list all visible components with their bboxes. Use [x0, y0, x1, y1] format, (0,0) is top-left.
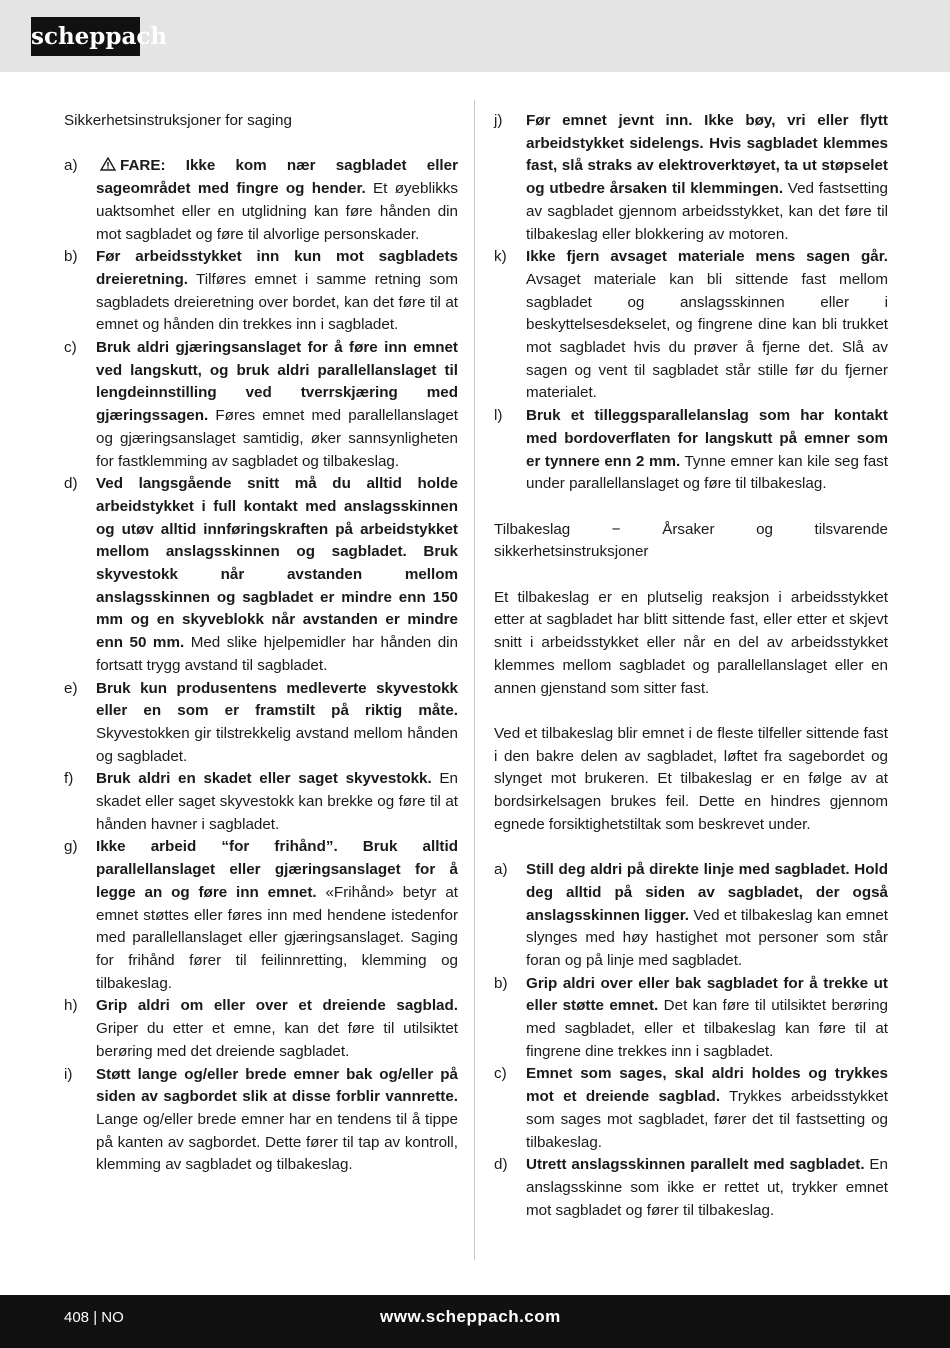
list-item	[494, 246, 888, 405]
brand-logo: scheppach	[31, 17, 140, 56]
item-label: k)	[494, 248, 507, 266]
item-label: h)	[64, 997, 78, 1015]
item-bold-text: Bruk aldri gjæringsanslaget for å føre inn emnet ved langskutt, og bruk aldri parallellanslaget til lengdeinnstilling ved tverrskjæring med gjæringssagen.	[96, 339, 458, 425]
item-text: Tilføres emnet i samme retning som sagbladets dreieretning over bordet, kan det føre til at emnet og hånden din trekkes inn i sagbladet.	[96, 270, 458, 334]
item-text: Griper du etter et emne, kan det føre til utilsiktet berøring med det dreiende sagbladet.	[96, 1020, 458, 1060]
item-label: i)	[64, 1065, 73, 1083]
item-label: e)	[64, 679, 78, 697]
item-label: f)	[64, 770, 74, 788]
item-label: l)	[494, 407, 503, 425]
section-heading: Tilbakeslag − Årsaker og tilsvarende sikkerhetsinstruksjoner	[494, 520, 888, 561]
page-header	[0, 0, 950, 72]
item-text: Skyvestokken gir tilstrekkelig avstand mellom hånden og sagbladet.	[96, 724, 458, 765]
item-bold-text: Ikke fjern avsaget materiale mens sagen går.	[526, 248, 888, 266]
item-text: Med slike hjelpemidler har hånden din fortsatt trygg avstand til sagbladet.	[96, 634, 459, 674]
item-label: d)	[494, 1156, 508, 1174]
item-text: «Frihånd» betyr at emnet støttes eller føres inn med hendene istedenfor med parallellanslaget eller gjæringsanslaget. Saging for frihånd fører til feilinnretting, klemming og tilbakeslag.	[96, 883, 458, 992]
item-text: Trykkes arbeidsstykket som sages mot sagbladet, fører det til fastsetting og tilbakeslag.	[526, 1088, 888, 1151]
left-column	[64, 110, 458, 1177]
item-text: En anslagsskinne som ikke er rettet ut, trykker emnet mot sagbladet og fører til tilbakeslag.	[526, 1156, 888, 1219]
list-item	[494, 1063, 888, 1154]
page-footer	[0, 1295, 950, 1348]
item-text: Lange og/eller brede emner har en tendens til å tippe på kanten av sagbordet. Dette fører til tap av kontroll, klemming av sagbladet og tilbakeslag.	[96, 1110, 458, 1174]
list-item	[494, 110, 888, 246]
item-bold-text: Bruk aldri en skadet eller saget skyvestokk.	[96, 770, 432, 788]
item-label: a)	[494, 861, 508, 879]
list-item	[494, 859, 888, 973]
item-text: Føres emnet med parallellanslaget og gjæringsanslaget samtidig, øker sannsynligheten for fastklemming av sagbladet og tilbakeslag.	[96, 407, 458, 470]
list-item	[494, 405, 888, 496]
item-bold-text: Ved langsgående snitt må du alltid holde arbeidstykket i full kontakt med anslagsskinnen og utøv alltid innføringskraften på arbeidstykket mellom anslagsskinnen og sagbladet. Bruk skyvestokk når avstanden mellom anslagsskinnen og sagbladet er mindre enn 150 mm og en skyveblokk når avstanden er mindre enn 50 mm.	[96, 475, 458, 652]
column-divider	[474, 100, 475, 1260]
list-item	[64, 246, 458, 337]
item-bold-text: Emnet som sages, skal aldri holdes og trykkes mot et dreiende sagblad.	[526, 1065, 888, 1106]
item-text: Ved et tilbakeslag kan emnet slynges med høy hastighet mot personer som står foran og på linje med sagbladet.	[526, 906, 888, 969]
item-bold-text: Still deg aldri på direkte linje med sagbladet. Hold deg alltid på siden av sagbladet, der også anslagsskinnen ligger.	[526, 861, 888, 924]
paragraph: Et tilbakeslag er en plutselig reaksjon i arbeidsstykket etter at sagbladet har blitt sittende fast, eller etter et skjevt snitt i arbeidsstykket eller når en del av arbeidsstykket klemmes mellom sagbladet og parallellanslaget eller en annen gjenstand som sitter fast.	[494, 588, 888, 697]
item-text: En skadet eller saget skyvestokk kan brekke og føre til at hånden havner i sagbladet.	[96, 770, 459, 833]
item-label: a)	[64, 157, 78, 175]
item-text: Avsaget materiale kan bli sittende fast mellom sagbladet og anslagsskinnen eller i beskyttelsesdekselet, og fingrene dine kan bli trukket mot sagbladet hvis du prøver å fjerne det. Slå av sagen og vent til sagbladet står stille før du fjerner materialet.	[526, 270, 888, 402]
item-label: g)	[64, 838, 78, 856]
list-item	[64, 836, 458, 995]
list-item	[494, 1154, 888, 1222]
list-item	[64, 768, 458, 836]
page-number: 408 | NO	[64, 1309, 124, 1326]
warning-triangle-icon	[100, 157, 116, 171]
item-text: Et øyeblikks uaktsomhet eller en utglidning kan føre hånden din mot sagbladet og føre til alvorlige personskader.	[96, 180, 458, 243]
item-bold-text: Ikke arbeid “for frihånd”. Bruk alltid parallellanslaget eller gjæringsanslaget for å legge an og føre inn emnet.	[96, 838, 458, 901]
item-text: Tynne emner kan kile seg fast under parallellanslaget og føre til tilbakeslag.	[526, 452, 888, 493]
list-item	[494, 973, 888, 1064]
item-label: b)	[64, 248, 78, 266]
item-text: Ved fastsetting av sagbladet gjennom arbeidsstykket, kan det føre til tilbakeslag eller blokkering av motoren.	[526, 180, 888, 243]
section-heading: Sikkerhetsinstruksjoner for saging	[64, 112, 292, 129]
list-item	[64, 995, 458, 1063]
item-label: j)	[494, 112, 503, 129]
item-bold-text: Støtt lange og/eller brede emner bak og/eller på siden av sagbordet slik at disse forblir vannrette.	[96, 1065, 458, 1106]
website-link[interactable]: www.scheppach.com	[380, 1307, 561, 1326]
list-item	[64, 1064, 458, 1178]
item-bold-text: Før emnet jevnt inn. Ikke bøy, vri eller flytt arbeidstykket sidelengs. Hvis sagbladet klemmes fast, slå straks av elektroverktøyet, ta ut støpselet og utbedre årsaken til klemmingen.	[526, 112, 888, 198]
item-bold-text: Grip aldri over eller bak sagbladet for å trekke ut eller støtte emnet.	[526, 974, 888, 1015]
item-label: d)	[64, 475, 78, 493]
item-bold-text: Bruk kun produsentens medleverte skyvestokk eller en som er framstilt på riktig måte.	[96, 679, 458, 720]
item-label: c)	[64, 339, 77, 357]
item-bold-text: Bruk et tilleggsparallelanslag som har kontakt med bordoverflaten for langskutt på emner som er tynnere enn 2 mm.	[526, 407, 888, 470]
list-item	[64, 473, 458, 677]
list-item	[64, 678, 458, 769]
item-bold-text: Før arbeidsstykket inn kun mot sagbladets dreieretning.	[96, 248, 458, 288]
item-label: b)	[494, 974, 508, 992]
item-bold-text: FARE: Ikke kom nær sagbladet eller sageområdet med fingre og hender.	[96, 157, 458, 198]
item-text: Det kan føre til utilsiktet berøring med sagbladet, eller et tilbakeslag kan føre til at fingrene dine trekkes inn i sagbladet.	[526, 997, 888, 1060]
list-item	[64, 337, 458, 473]
item-label: c)	[494, 1065, 507, 1083]
paragraph: Ved et tilbakeslag blir emnet i de fleste tilfeller sittende fast i den bakre delen av sagbladet, løftet fra sagebordet og slynget mot brukeren. Et tilbakeslag er en følge av at bordsirkelsagen brukes feil. Dette en hindres gjennom egnede forsiktighetstiltak som beskrevet under.	[494, 724, 888, 833]
item-bold-text: Utrett anslagsskinnen parallelt med sagbladet.	[526, 1156, 865, 1174]
list-item	[64, 155, 458, 246]
item-bold-text: Grip aldri om eller over et dreiende sagblad.	[96, 997, 458, 1015]
right-column	[494, 110, 888, 1222]
